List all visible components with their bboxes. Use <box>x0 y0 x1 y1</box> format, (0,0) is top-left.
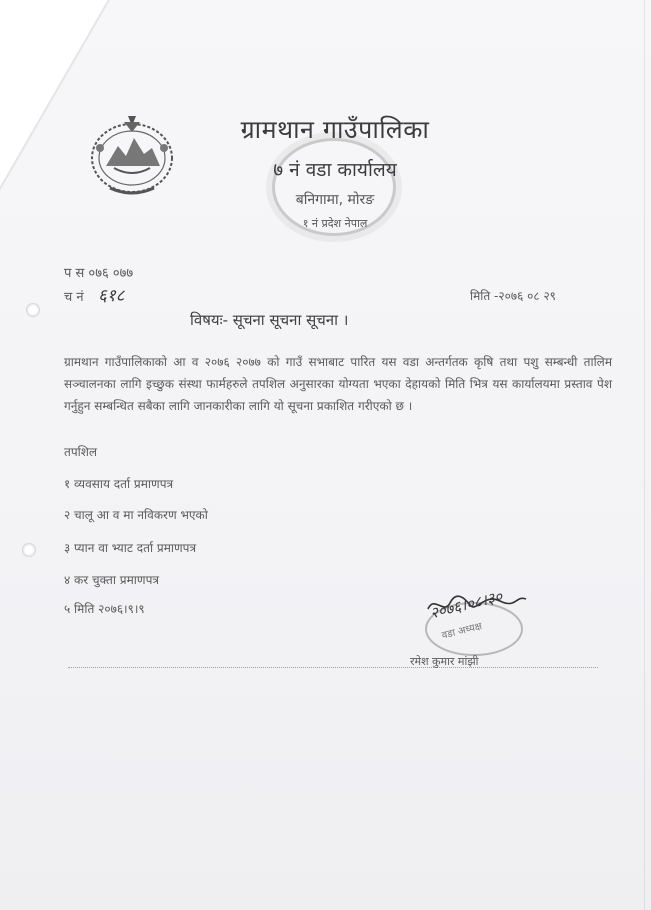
dispatch-label: च नं <box>64 290 84 305</box>
letter-date: मिति -२०७६ ०८ २९ <box>470 289 556 303</box>
page-edge <box>644 0 645 910</box>
punch-hole-top <box>26 303 40 317</box>
signatory-name: रमेश कुमार मांझी <box>410 655 479 668</box>
list-item: २ चालू आ व मा नविकरण भएको <box>64 508 208 522</box>
province-line: १ नं प्रदेश नेपाल <box>302 217 368 230</box>
notice-body: ग्रामथान गाउँपालिकाको आ व २०७६ २०७७ को गाउँ सभाबाट पारित यस वडा अन्तर्गतक कृषि तथा पशु सम्बन्धी तालिम सञ्चालनका लागि इच्छुक संस्था फार्महरुले तपशिल अनुसारका योग्यता भएका देहायको मिति भित्र यस कार्यालयमा प्रस्ताव पेश गर्नुहुन सम्बन्धित सबैका लागि जानकारीका लागि यो सूचना प्रकाशित गरीएको छ । <box>64 355 612 413</box>
list-item: १ व्यवसाय दर्ता प्रमाणपत्र <box>64 477 174 491</box>
letter-reference: प स ०७६ ०७७ <box>64 266 134 281</box>
list-item: ३ प्यान वा भ्याट दर्ता प्रमाणपत्र <box>64 541 197 555</box>
office-title: ग्रामथान गाउँपालिका <box>240 115 430 144</box>
list-item: ४ कर चुक्ता प्रमाणपत्र <box>64 573 160 587</box>
nepal-emblem-icon <box>84 108 180 198</box>
office-address: बनिगामा, मोरङ <box>295 192 375 208</box>
signature-date: २०७६।०८।३० <box>428 587 505 623</box>
punch-hole-bottom <box>22 543 36 557</box>
subject-line: विषयः- सूचना सूचना सूचना । <box>190 311 349 329</box>
ward-office-title: ७ नं वडा कार्यालय <box>273 159 397 181</box>
dispatch-number: ६१८ <box>98 286 125 306</box>
details-heading: तपशिल <box>64 445 98 459</box>
signature-divider <box>68 667 598 668</box>
stamp-label: वडा अध्यक्ष <box>440 620 484 642</box>
list-item: ५ मिति २०७६।९।९ <box>64 602 145 616</box>
